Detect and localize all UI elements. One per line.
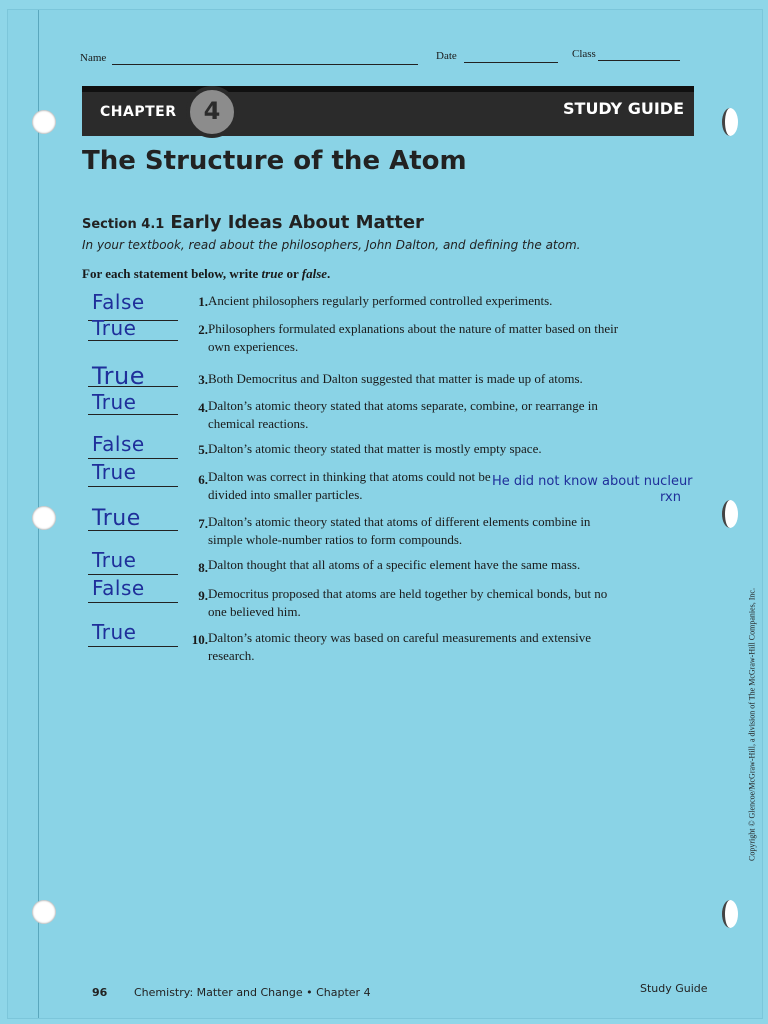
question-number: 7. [198,516,208,531]
question-text: Democritus proposed that atoms are held together by chemical bonds, but no one believed him. [208,586,608,619]
section-label: Section 4.1 [82,217,165,232]
question-text: Philosophers formulated explanations about the nature of matter based on their own experiences. [208,321,619,354]
copyright-notice: Copyright © Glencoe/McGraw-Hill, a division of The McGraw-Hill Companies, Inc. [747,588,757,861]
handwritten-answer: False [92,290,145,314]
binder-hole-top [32,110,56,134]
name-label: Name [80,52,107,64]
section-heading [82,212,424,233]
footer-study-guide: Study Guide [640,982,708,995]
answer-line[interactable] [88,340,178,341]
answer-line[interactable] [88,574,178,575]
question-number: 2. [198,322,208,337]
study-guide-label: STUDY GUIDE [563,99,684,118]
date-field[interactable] [464,62,558,63]
note-line-2: rxn [660,490,681,505]
question-text: Dalton’s atomic theory stated that atoms of different elements combine in simple whole-number ratios to form compounds. [208,514,591,547]
question-text: Dalton’s atomic theory stated that atoms separate, combine, or rearrange in chemical reactions. [208,398,598,431]
answer-line[interactable] [88,486,178,487]
question-number: 6. [198,472,208,487]
question-number: 5. [198,442,208,457]
binder-hole-bottom [32,900,56,924]
question-number: 1. [198,294,208,309]
handwritten-answer: False [92,576,145,600]
question-number: 10. [191,632,208,647]
note-line-1: He did not know about nucleur [492,474,693,489]
date-label: Date [436,50,457,62]
chapter-banner [82,86,694,136]
handwritten-answer: True [92,620,137,644]
question-number: 8. [198,560,208,575]
section-name: Early Ideas About Matter [170,212,424,233]
handwritten-answer: False [92,432,145,456]
section-intro: In your textbook, read about the philosophers, John Dalton, and defining the atom. [82,238,581,252]
question-text: Dalton’s atomic theory was based on careful measurements and extensive research. [208,630,592,663]
page-title: The Structure of the Atom [82,146,467,176]
answer-line[interactable] [88,646,178,647]
page-number: 96 [92,986,108,999]
footer-book-title: Chemistry: Matter and Change • Chapter 4 [134,986,371,999]
name-field[interactable] [112,64,418,65]
class-field[interactable] [598,60,680,61]
question-number: 3. [198,372,208,387]
question-text: Dalton was correct in thinking that atoms could not be divided into smaller particles. [208,469,491,502]
handwritten-note [492,474,742,506]
handwritten-answer: True [92,460,137,484]
handwritten-answer: True [92,316,137,340]
question-text: Dalton’s atomic theory stated that matter is mostly empty space. [208,441,542,456]
instructions: For each statement below, write true or false. [82,266,331,281]
binder-hole-middle [32,506,56,530]
question-number: 4. [198,400,208,415]
answer-line[interactable] [88,602,178,603]
handwritten-answer: True [92,390,137,414]
answer-line[interactable] [88,458,178,459]
answer-line[interactable] [88,414,178,415]
handwritten-answer: True [92,548,137,572]
binder-hole-right-bottom [722,900,738,928]
question-text: Both Democritus and Dalton suggested that matter is made up of atoms. [208,371,583,386]
binder-hole-right-top [722,108,738,136]
question-number: 9. [198,588,208,603]
question-text: Dalton thought that all atoms of a specific element have the same mass. [208,557,581,572]
handwritten-answer: True [92,362,145,390]
chapter-label: CHAPTER [100,104,177,120]
class-label: Class [572,48,596,60]
handwritten-answer: True [92,506,141,531]
chapter-number-badge: 4 [186,86,238,138]
question-text: Ancient philosophers regularly performed controlled experiments. [208,293,553,308]
